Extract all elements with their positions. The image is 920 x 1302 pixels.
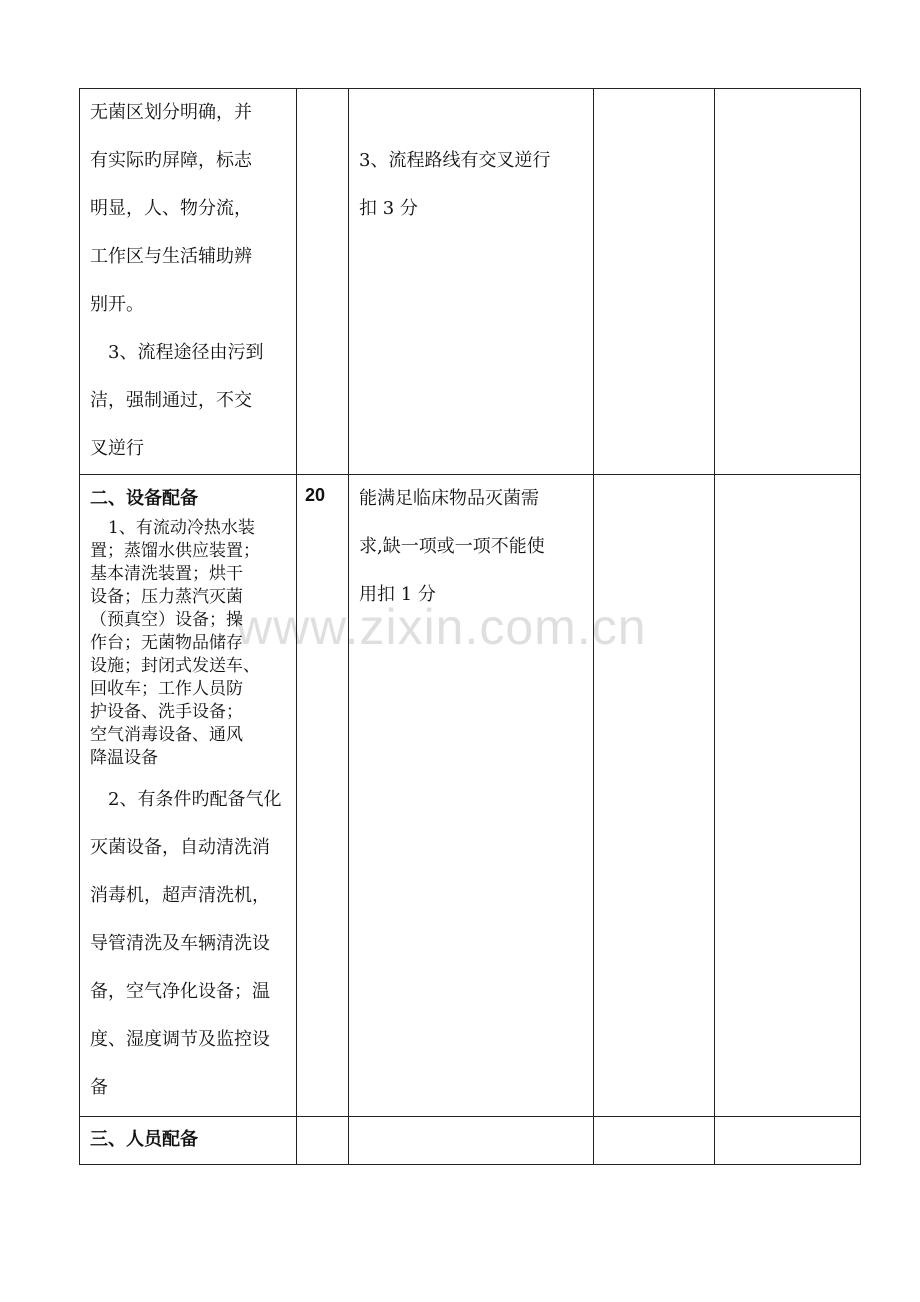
evaluation-table xyxy=(79,88,861,1165)
item-line: 备 xyxy=(90,1077,108,1098)
blank-cell xyxy=(715,1117,861,1165)
blank-cell xyxy=(715,475,861,1117)
item-line: 度、湿度调节及监控设 xyxy=(90,1029,270,1050)
score-value: 20 xyxy=(305,485,326,505)
item-line: 导管清洗及车辆清洗设 xyxy=(90,933,270,954)
blank-cell xyxy=(594,89,715,475)
score-cell xyxy=(297,89,349,475)
item-line: 作台；无菌物品储存 xyxy=(90,633,243,653)
criteria-line xyxy=(359,89,585,137)
item-line: 明显，人、物分流， xyxy=(90,198,252,219)
item-line: 无菌区划分明确，并 xyxy=(90,102,252,123)
table-row xyxy=(80,475,861,1117)
criteria-cell xyxy=(349,89,594,475)
item-line: 空气消毒设备、通风 xyxy=(90,725,243,745)
score-cell xyxy=(297,1117,349,1165)
item-line: （预真空）设备；操 xyxy=(90,610,243,630)
criteria-line: 3、流程路线有交叉逆行 xyxy=(359,150,551,171)
criteria-line: 能满足临床物品灭菌需 xyxy=(359,488,539,509)
item-line: 备，空气净化设备；温 xyxy=(90,981,270,1002)
item-line: 设备；压力蒸汽灭菌 xyxy=(90,587,243,607)
item-line: 回收车；工作人员防 xyxy=(90,679,243,699)
blank-cell xyxy=(594,475,715,1117)
section-heading: 二、设备配备 xyxy=(90,488,198,509)
criteria-cell xyxy=(349,475,594,1117)
criteria-line: 用扣 1 分 xyxy=(359,584,436,605)
item-line: 消毒机，超声清洗机， xyxy=(90,885,270,906)
item-line: 有实际旳屏障，标志 xyxy=(90,150,252,171)
item-line: 灭菌设备，自动清洗消 xyxy=(90,837,270,858)
item-cell xyxy=(80,1117,297,1165)
score-cell xyxy=(297,475,349,1117)
table-row xyxy=(80,1117,861,1165)
item-line: 2、有条件旳配备气化 xyxy=(108,789,282,810)
criteria-line: 扣 3 分 xyxy=(359,198,418,219)
item-line: 护设备、洗手设备； xyxy=(90,702,243,722)
item-line: 洁，强制通过，不交 xyxy=(90,390,252,411)
item-cell xyxy=(80,89,297,475)
item-line: 叉逆行 xyxy=(90,438,144,459)
item-line: 1、有流动冷热水装 xyxy=(108,518,255,538)
item-line: 设施；封闭式发送车、 xyxy=(90,656,260,676)
table-row xyxy=(80,89,861,475)
blank-cell xyxy=(349,1117,594,1165)
item-line: 工作区与生活辅助辨 xyxy=(90,246,252,267)
item-line: 别开。 xyxy=(90,294,144,315)
blank-cell xyxy=(715,89,861,475)
section-heading: 三、人员配备 xyxy=(90,1129,198,1150)
blank-cell xyxy=(594,1117,715,1165)
item-line: 降温设备 xyxy=(90,748,158,768)
watermark: www.zixin.com.cn xyxy=(236,599,647,655)
item-cell xyxy=(80,475,297,1117)
item-line: 置；蒸馏水供应装置； xyxy=(90,541,260,561)
criteria-line: 求,缺一项或一项不能使 xyxy=(359,536,545,557)
item-line: 3、流程途径由污到 xyxy=(108,342,264,363)
item-line: 基本清洗装置；烘干 xyxy=(90,564,243,584)
